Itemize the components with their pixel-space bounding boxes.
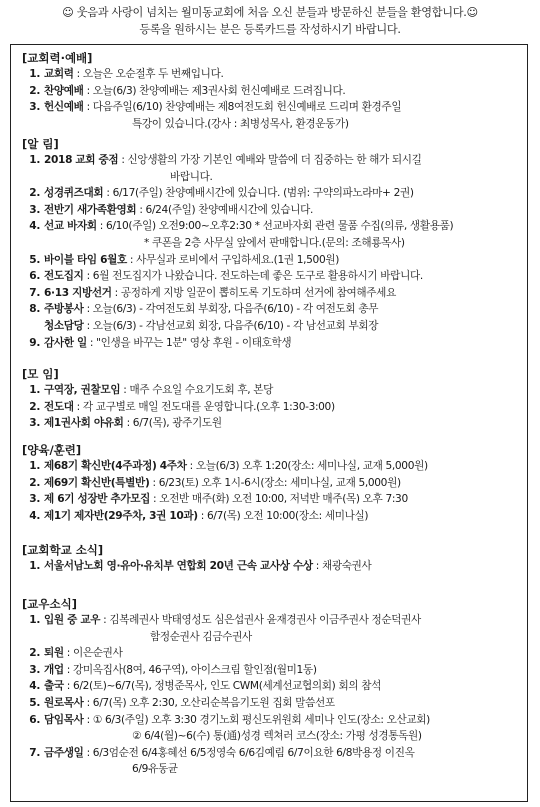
item-label: 2018 교회 중점 xyxy=(44,154,119,166)
item-text: : 6/3엄순전 6/4홍혜선 6/5정영숙 6/6김예림 6/7이요한 6/8박용정 이진옥 xyxy=(83,746,415,759)
item-number: 7. xyxy=(29,746,40,759)
item-text: : 6월 전도집지가 나왔습니다. 전도하는데 좋은 도구로 활용하시기 바랍니다. xyxy=(83,270,423,283)
item-continuation: 바랍니다. xyxy=(170,170,213,183)
list-item xyxy=(22,152,522,169)
item-text: : 오늘(6/3) - 각남선교회 회장, 다음주(6/10) - 각 남선교회 부회장 xyxy=(83,319,379,332)
item-text: : 오늘(6/3) - 각여전도회 부회장, 다음주(6/10) - 각 여전도회 총무 xyxy=(83,303,379,316)
item-number: 6. xyxy=(29,713,40,726)
item-text: : ① 6/3(주일) 오후 3:30 경기노회 평신도위원회 세미나 인도(장소: 오산교회) xyxy=(83,713,430,726)
item-number: 3. xyxy=(29,101,40,114)
list-item xyxy=(22,458,522,475)
item-number: 1. xyxy=(29,68,40,80)
item-number: 5. xyxy=(29,696,40,709)
section-title: [모 임] xyxy=(22,367,59,381)
list-item xyxy=(22,66,522,83)
item-number: 3. xyxy=(29,663,40,676)
item-text: : 강미옥집사(8여, 46구역), 아이스크림 할인점(월미1동) xyxy=(63,663,317,676)
item-text: : 오전반 매주(화) 오전 10:00, 저녁반 매주(목) 오후 7:30 xyxy=(150,493,408,506)
item-label: 전반기 새가족환영회 xyxy=(44,203,137,216)
item-number: 1. xyxy=(29,154,40,166)
item-number: 3. xyxy=(29,203,40,216)
item-label: 교회력 xyxy=(44,68,74,80)
item-label: 제 6기 성장반 추가모집 xyxy=(44,493,150,506)
list-item xyxy=(22,335,522,352)
item-continuation: * 쿠폰을 2층 사무실 앞에서 판매합니다.(문의: 조해룡목사) xyxy=(144,236,405,249)
list-item xyxy=(22,645,522,662)
item-number: 1. xyxy=(29,384,40,396)
item-label: 찬양예배 xyxy=(44,84,84,97)
item-number: 3. xyxy=(29,493,40,506)
item-label: 주방봉사 xyxy=(44,303,84,316)
section-members xyxy=(22,596,522,778)
item-text: : 다음주일(6/10) 찬양예배는 제8여전도회 헌신예배로 드리며 환경주일 xyxy=(83,101,402,114)
list-item xyxy=(22,218,522,235)
item-label: 제1권사회 야유회 xyxy=(44,417,124,430)
welcome-line: ☺ 웃음과 사랑이 넘치는 월미동교회에 처음 오신 분들과 방문하신 분들을 환영합니다.☺ xyxy=(62,6,478,19)
item-label: 금주생일 xyxy=(44,746,84,759)
list-item xyxy=(22,491,522,508)
section-school xyxy=(22,542,522,575)
item-text: : 6/24(주일) 찬양예배시간에 있습니다. xyxy=(136,203,314,216)
item-label: 6·13 지방선거 xyxy=(44,286,112,299)
item-number: 1. xyxy=(29,614,40,626)
section-title: [알 림] xyxy=(22,137,59,151)
item-number: 2. xyxy=(29,476,40,489)
item-continuation: ② 6/4(월)~6(수) 통(通)성경 렉쳐러 코스(장소: 가평 성경통독원) xyxy=(132,730,422,743)
item-text: : 6/7(목) 오전 10:00(장소: 세미나실) xyxy=(197,509,369,522)
item-number: 1. xyxy=(29,460,40,472)
item-label: 개업 xyxy=(44,663,64,676)
section-title: [교우소식] xyxy=(22,597,77,611)
item-label: 바이블 타임 6월호 xyxy=(44,253,127,266)
item-text: : 오늘은 오순절후 두 번째입니다. xyxy=(73,68,224,80)
item-text: : "인생을 바꾸는 1분" 영상 후원 - 이태호학생 xyxy=(86,336,292,349)
item-number: 2. xyxy=(29,84,40,97)
item-text: : 신앙생활의 가장 기본인 예배와 말씀에 더 집중하는 한 해가 되시길 xyxy=(118,154,422,166)
item-text: : 6/10(주일) 오전9:00~오후2:30 * 선교바자회 관련 물품 수집(의류, 생활용품) xyxy=(96,220,454,233)
item-number: 1. xyxy=(29,560,40,572)
item-text: : 채광숙권사 xyxy=(312,560,372,572)
item-label: 출국 xyxy=(44,680,64,693)
item-text: : 매주 수요일 수요기도회 후, 본당 xyxy=(120,384,274,396)
item-number: 6. xyxy=(29,270,40,283)
section-title: [양육/훈련] xyxy=(22,443,82,457)
list-item xyxy=(22,185,522,202)
section-meetings xyxy=(22,366,522,432)
register-line: 등록을 원하시는 분은 등록카드를 작성하시기 바랍니다. xyxy=(139,23,401,36)
item-label: 선교 바자회 xyxy=(44,220,97,233)
item-number: 8. xyxy=(29,303,40,316)
item-number: 2. xyxy=(29,187,40,200)
section-title: [교회력·예배] xyxy=(22,51,93,65)
item-label: 제1기 제자반(29주차, 3권 10과) xyxy=(44,509,198,522)
item-number: 4. xyxy=(29,680,40,693)
item-text: : 공정하게 지방 일꾼이 뽑히도록 기도하며 선거에 참여해주세요 xyxy=(111,286,396,299)
item-text: : 6/7(목) 오후 2:30, 오산리순복음기도원 집회 말씀선포 xyxy=(83,696,335,709)
item-continuation: 함정순권사 김금수권사 xyxy=(150,630,252,643)
list-item xyxy=(22,268,522,285)
item-label: 제68기 확신반(4주과정) 4주차 xyxy=(44,460,187,472)
item-continuation: 6/9유동균 xyxy=(132,763,178,776)
list-item xyxy=(22,285,522,302)
item-number: 9. xyxy=(29,336,40,349)
list-item xyxy=(22,399,522,416)
list-item xyxy=(22,678,522,695)
list-item xyxy=(22,508,522,525)
list-item xyxy=(22,662,522,679)
list-item xyxy=(22,612,522,629)
list-item xyxy=(22,712,522,729)
item-label: 청소담당 xyxy=(44,319,84,332)
item-text: : 6/7(목), 광주기도원 xyxy=(123,417,222,430)
list-item xyxy=(22,382,522,399)
item-text: : 6/23(토) 오후 1시-6시(장소: 세미나실, 교재 5,000원) xyxy=(149,476,401,489)
item-text: : 6/17(주일) 찬양예배시간에 있습니다. (범위: 구약의파노라마+ 2권) xyxy=(103,187,414,200)
item-number: 4. xyxy=(29,220,40,233)
item-text: : 각 교구별로 매일 전도대를 운영합니다.(오후 1:30-3:00) xyxy=(73,400,335,413)
item-label: 전도대 xyxy=(44,400,74,413)
item-label: 전도집지 xyxy=(44,270,84,283)
welcome-header xyxy=(0,4,540,38)
section-training xyxy=(22,442,522,524)
section-title: [교회학교 소식] xyxy=(22,543,104,557)
item-text: : 오늘(6/3) 오후 1:20(장소: 세미나실, 교재 5,000원) xyxy=(186,460,428,472)
item-text: : 김복례권사 박태영성도 심은섭권사 윤재경권사 이금주권사 정순덕권사 xyxy=(100,614,421,626)
item-number: 7. xyxy=(29,286,40,299)
list-item xyxy=(22,83,522,100)
section-worship xyxy=(22,50,522,132)
item-number: 4. xyxy=(29,509,40,522)
item-label: 서울서남노회 영·유아·유치부 연합회 20년 근속 교사상 수상 xyxy=(44,560,313,572)
item-label: 헌신예배 xyxy=(44,101,84,114)
list-item xyxy=(22,475,522,492)
list-item xyxy=(22,415,522,432)
item-number: 2. xyxy=(29,400,40,413)
item-text: : 6/2(토)~6/7(목), 정병준목사, 인도 CWM(세계선교협의회) 회의 참석 xyxy=(63,680,382,693)
item-label: 원로목사 xyxy=(44,696,84,709)
list-item xyxy=(22,301,522,318)
list-item xyxy=(22,252,522,269)
item-number: 3. xyxy=(29,417,40,430)
item-label: 담임목사 xyxy=(44,713,84,726)
item-label: 입원 중 교우 xyxy=(44,614,101,626)
item-label: 제69기 확신반(특별반) xyxy=(44,476,150,489)
list-item xyxy=(22,558,522,575)
list-item xyxy=(22,99,522,116)
list-item xyxy=(22,745,522,762)
item-label: 퇴원 xyxy=(44,647,64,660)
list-item xyxy=(22,202,522,219)
item-text: : 이은순권사 xyxy=(63,647,123,660)
item-continuation: 특강이 있습니다.(강사 : 최병성목사, 환경운동가) xyxy=(132,117,349,130)
item-label: 감사한 일 xyxy=(44,336,87,349)
item-text: : 오늘(6/3) 찬양예배는 제3권사회 헌신예배로 드려집니다. xyxy=(83,84,346,97)
item-label: 성경퀴즈대회 xyxy=(44,187,104,200)
item-label: 구역장, 권찰모임 xyxy=(44,384,121,396)
item-number: 2. xyxy=(29,647,40,660)
list-item xyxy=(22,318,522,335)
item-number: 5. xyxy=(29,253,40,266)
item-text: : 사무실과 로비에서 구입하세요.(1권 1,500원) xyxy=(126,253,340,266)
section-notice xyxy=(22,136,522,351)
list-item xyxy=(22,695,522,712)
